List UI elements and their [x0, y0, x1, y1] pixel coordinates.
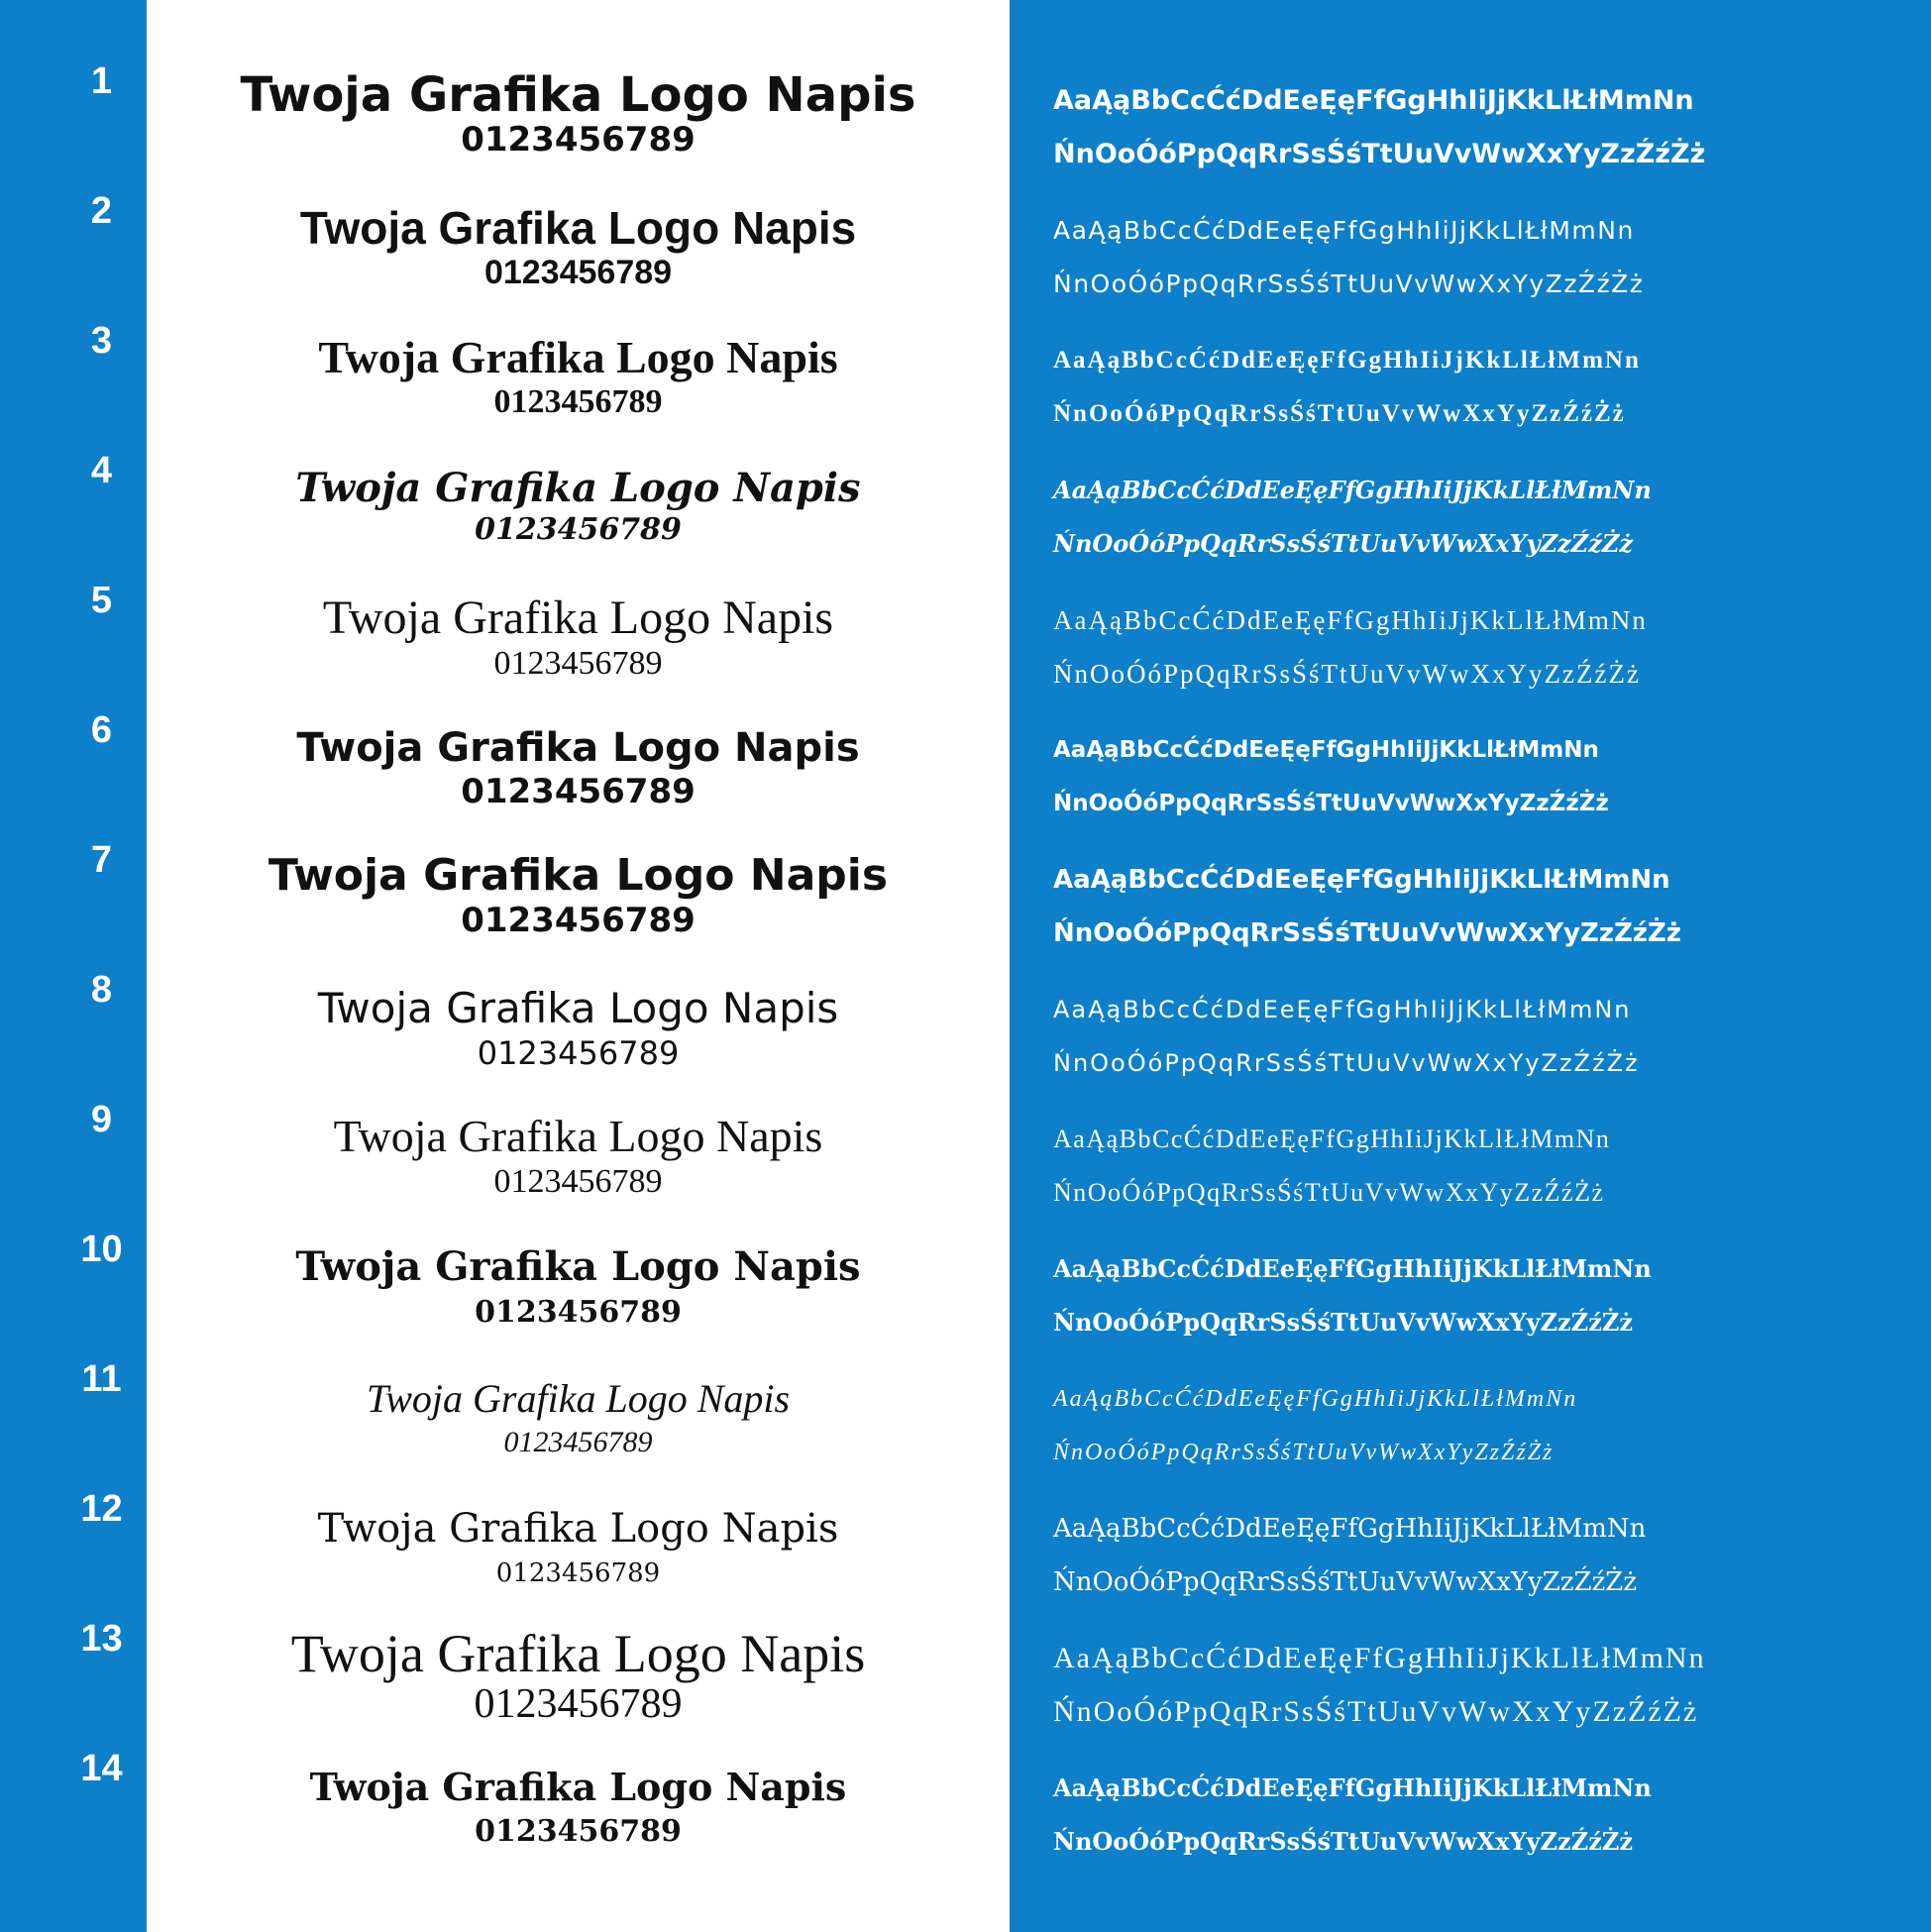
alphabet-sample: [1053, 1372, 1925, 1479]
alphabet-line: ŃnOoÓóPpQqRrSsŚśTtUuVvWwXxYyZzŹźŻż: [1053, 1695, 1699, 1728]
sample-digits: 0123456789: [495, 1558, 661, 1588]
sample-digits: 0123456789: [493, 645, 663, 682]
sample-digits: 0123456789: [461, 772, 696, 811]
font-sample: [147, 464, 1010, 547]
row-number: 10: [80, 1229, 123, 1270]
font-sample: [147, 202, 1010, 291]
alphabet-line: ŃnOoÓóPpQqRrSsŚśTtUuVvWwXxYyZzŹźŻż: [1053, 918, 1681, 948]
alphabet-line: ŃnOoÓóPpQqRrSsŚśTtUuVvWwXxYyZzŹźŻż: [1053, 139, 1706, 169]
alphabet-column: [1010, 0, 1931, 1932]
alphabet-sample: [1053, 204, 1925, 311]
alphabet-line: ŃnOoÓóPpQqRrSsŚśTtUuVvWwXxYyZzŹźŻż: [1053, 791, 1609, 816]
row-number: 6: [90, 709, 113, 751]
row-number: 9: [90, 1099, 113, 1140]
alphabet-line: ŃnOoÓóPpQqRrSsŚśTtUuVvWwXxYyZzŹźŻż: [1053, 659, 1641, 689]
row-number: 8: [90, 969, 113, 1011]
font-sample: [147, 850, 1010, 939]
font-sample: [147, 1110, 1010, 1201]
alphabet-line: AaĄąBbCcĆćDdEeĘęFfGgHhIiJjKkLlŁłMmNn: [1053, 216, 1635, 245]
alphabet-sample: [1053, 1242, 1925, 1349]
sample-title: Twoja Grafika Logo Napis: [295, 1243, 861, 1290]
row-number: 11: [81, 1358, 122, 1400]
sample-digits: 0123456789: [475, 1295, 682, 1330]
alphabet-sample: [1053, 1502, 1925, 1609]
sample-title: Twoja Grafika Logo Napis: [322, 591, 834, 644]
sample-title: Twoja Grafika Logo Napis: [295, 465, 861, 511]
font-sample: [147, 69, 1010, 159]
alphabet-line: ŃnOoÓóPpQqRrSsŚśTtUuVvWwXxYyZzŹźŻż: [1053, 529, 1633, 558]
sample-column: [147, 0, 1010, 1932]
alphabet-sample: [1053, 464, 1925, 571]
font-sample: [147, 1373, 1010, 1460]
alphabet-sample: [1053, 334, 1925, 441]
sample-title: Twoja Grafika Logo Napis: [317, 1506, 839, 1552]
alphabet-line: AaĄąBbCcĆćDdEeĘęFfGgHhIiJjKkLlŁłMmNn: [1053, 865, 1670, 895]
sample-digits: 0123456789: [474, 1681, 683, 1727]
sample-title: Twoja Grafika Logo Napis: [309, 1765, 847, 1809]
alphabet-line: ŃnOoÓóPpQqRrSsŚśTtUuVvWwXxYyZzŹźŻż: [1053, 269, 1645, 298]
font-sample: [147, 332, 1010, 421]
sample-digits: 0123456789: [461, 901, 696, 940]
sample-digits: 0123456789: [493, 1163, 663, 1200]
sample-digits: 0123456789: [503, 1426, 653, 1458]
alphabet-sample: [1053, 983, 1925, 1090]
row-number: 12: [80, 1488, 123, 1530]
alphabet-sample: [1053, 593, 1925, 700]
alphabet-line: AaĄąBbCcĆćDdEeĘęFfGgHhIiJjKkLlŁłMmNn: [1053, 1773, 1652, 1802]
font-sample: [147, 723, 1010, 810]
sample-title: Twoja Grafika Logo Napis: [290, 1624, 866, 1683]
alphabet-sample: [1053, 1762, 1925, 1869]
sample-digits: 0123456789: [483, 254, 673, 291]
font-sample: [147, 1502, 1010, 1591]
font-sample: [147, 1240, 1010, 1332]
sample-title: Twoja Grafika Logo Napis: [240, 67, 916, 123]
sample-digits: 0123456789: [475, 1814, 682, 1849]
font-sample: [147, 591, 1010, 683]
alphabet-line: AaĄąBbCcĆćDdEeĘęFfGgHhIiJjKkLlŁłMmNn: [1053, 1386, 1578, 1412]
sample-title: Twoja Grafika Logo Napis: [317, 984, 839, 1032]
alphabet-line: AaĄąBbCcĆćDdEeĘęFfGgHhIiJjKkLlŁłMmNn: [1053, 1254, 1652, 1283]
alphabet-line: ŃnOoÓóPpQqRrSsŚśTtUuVvWwXxYyZzŹźŻż: [1053, 1440, 1555, 1465]
row-number: 14: [80, 1748, 123, 1789]
alphabet-sample: [1053, 853, 1925, 960]
number-column: [0, 0, 147, 1932]
alphabet-line: AaĄąBbCcĆćDdEeĘęFfGgHhIiJjKkLlŁłMmNn: [1053, 476, 1652, 504]
row-number: 13: [80, 1618, 123, 1660]
font-sample: [147, 983, 1010, 1072]
sample-title: Twoja Grafika Logo Napis: [296, 725, 860, 771]
alphabet-line: ŃnOoÓóPpQqRrSsŚśTtUuVvWwXxYyZzŹźŻż: [1053, 1827, 1633, 1856]
row-number: 3: [90, 320, 113, 362]
font-sample: [147, 1625, 1010, 1726]
alphabet-line: AaĄąBbCcĆćDdEeĘęFfGgHhIiJjKkLlŁłMmNn: [1053, 85, 1694, 116]
alphabet-line: AaĄąBbCcĆćDdEeĘęFfGgHhIiJjKkLlŁłMmNn: [1053, 347, 1641, 374]
row-number: 1: [90, 60, 113, 102]
sample-title: Twoja Grafika Logo Napis: [318, 332, 838, 382]
alphabet-line: AaĄąBbCcĆćDdEeĘęFfGgHhIiJjKkLlŁłMmNn: [1053, 1642, 1706, 1674]
alphabet-line: AaĄąBbCcĆćDdEeĘęFfGgHhIiJjKkLlŁłMmNn: [1053, 605, 1648, 635]
alphabet-line: AaĄąBbCcĆćDdEeĘęFfGgHhIiJjKkLlŁłMmNn: [1053, 996, 1632, 1023]
alphabet-line: AaĄąBbCcĆćDdEeĘęFfGgHhIiJjKkLlŁłMmNn: [1053, 1514, 1647, 1544]
sample-title: Twoja Grafika Logo Napis: [268, 850, 889, 901]
alphabet-line: ŃnOoÓóPpQqRrSsŚśTtUuVvWwXxYyZzŹźŻż: [1053, 1308, 1633, 1337]
alphabet-sample: [1053, 1632, 1925, 1739]
row-number: 4: [90, 450, 113, 491]
sample-digits: 0123456789: [475, 512, 682, 547]
sample-title: Twoja Grafika Logo Napis: [333, 1111, 823, 1161]
alphabet-sample: [1053, 1113, 1925, 1220]
row-number: 2: [90, 190, 113, 232]
alphabet-line: ŃnOoÓóPpQqRrSsŚśTtUuVvWwXxYyZzŹźŻż: [1053, 1567, 1638, 1597]
alphabet-line: AaĄąBbCcĆćDdEeĘęFfGgHhIiJjKkLlŁłMmNn: [1053, 737, 1599, 763]
alphabet-line: ŃnOoÓóPpQqRrSsŚśTtUuVvWwXxYyZzŹźŻż: [1053, 1049, 1640, 1077]
sample-digits: 0123456789: [461, 120, 696, 160]
alphabet-line: ŃnOoÓóPpQqRrSsŚśTtUuVvWwXxYyZzŹźŻż: [1053, 400, 1626, 427]
font-sample: [147, 1762, 1010, 1851]
row-number: 7: [90, 839, 113, 881]
sample-title: Twoja Grafika Logo Napis: [299, 202, 857, 254]
sample-digits: 0123456789: [477, 1034, 680, 1072]
alphabet-sample: [1053, 74, 1925, 181]
alphabet-sample: [1053, 723, 1925, 830]
sample-digits: 0123456789: [493, 383, 663, 420]
alphabet-line: ŃnOoÓóPpQqRrSsŚśTtUuVvWwXxYyZzŹźŻż: [1053, 1178, 1605, 1207]
alphabet-line: AaĄąBbCcĆćDdEeĘęFfGgHhIiJjKkLlŁłMmNn: [1053, 1125, 1611, 1153]
sample-title: Twoja Grafika Logo Napis: [366, 1376, 791, 1421]
row-number: 5: [90, 580, 113, 621]
